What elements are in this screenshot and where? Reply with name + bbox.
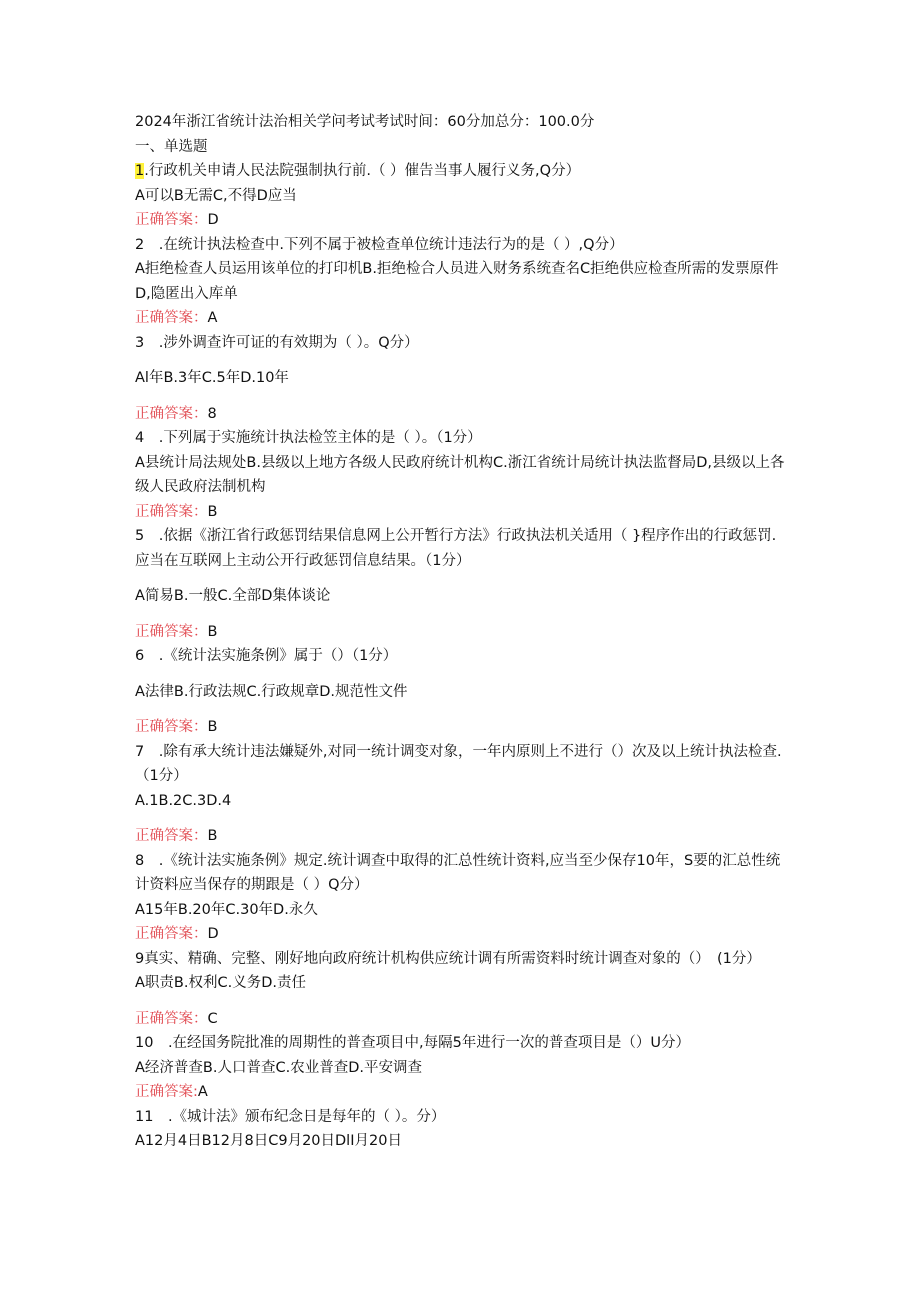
question-11 [135,1105,790,1154]
highlight-mark: 1 [135,163,145,179]
question-3 [135,331,790,427]
answer-label: 正确答案： [135,503,208,520]
question-options: A12月4日B12月8日C9月20日DlI月20日 [135,1133,402,1149]
question-options: A15年B.20年C.30年D.永久 [135,901,318,918]
question-4 [135,426,790,524]
question-2 [135,233,790,331]
document-page [135,110,790,1154]
document-title: 2024年浙江省统计法治相关学问考试考试时间：60分加总分：100.0分 [135,114,595,130]
answer-label: 正确答案： [135,310,208,326]
question-text: 2 .在统计执法检查中.下列不属于被检查单位统计违法行为的是（ ）,Q分） [135,236,624,253]
answer-line [135,922,790,947]
answer-value: D [207,926,219,942]
answer-line [135,620,790,645]
answer-value: B [207,828,218,844]
answer-value: B [207,503,218,520]
answer-line [135,402,790,427]
question-5 [135,524,790,644]
question-text: 3 .涉外调查许可证的有效期为（ ）。Q分） [135,334,419,351]
question-text: 7 .除有承大统计违法嫌疑外,对同一统计调变对象，一年内原则上不进行（）次及以上统计执法检查.（1分） [135,743,782,784]
question-options: A.1B.2C.3D.4 [135,792,232,809]
question-1 [135,159,790,233]
answer-value: A [197,1084,208,1100]
question-options: A法律B.行政法规C.行政规章D.规范性文件 [135,683,408,700]
question-options: A拒绝检查人员运用该单位的打印机B.拒绝检合人员进入财务系统查名C拒绝供应检查所需的发票原件D,隐匿出入库单 [135,261,779,302]
answer-label: 正确答案： [135,926,208,942]
question-7 [135,740,790,849]
answer-label: 正确答案： [135,623,208,640]
answer-line [135,1007,790,1032]
answer-line [135,824,790,849]
question-8 [135,849,790,947]
answer-label: 正确答案： [135,1010,208,1027]
answer-line [135,1080,790,1105]
question-stem: .行政机关申请人民法院强制执行前.（ ）催告当事人履行义务,Q分） [144,163,581,179]
question-options: A县统计局法规处B.县级以上地方各级人民政府统计机构C.浙江省统计局统计执法监督局D,县级以上各级人民政府法制机构 [135,454,785,495]
answer-value: D [207,212,219,228]
question-text: 11 .《城计法》颁布纪念日是每年的（ ）。分） [135,1108,446,1125]
answer-value: A [207,310,218,326]
answer-line [135,715,790,740]
question-6 [135,644,790,740]
answer-value: B [207,623,218,640]
question-text: 6 .《统计法实施条例》属于（）（1分） [135,648,398,664]
answer-label: 正确答案: [135,1084,198,1100]
question-text [135,159,790,184]
question-options: A简易B.一般C.全部D集体谈论 [135,588,331,604]
answer-line [135,500,790,525]
section-heading: 一、单选题 [135,138,208,155]
answer-label: 正确答案： [135,405,208,422]
answer-label: 正确答案： [135,212,208,228]
question-text: 5 .依据《浙江省行政惩罚结果信息网上公开暂行方法》行政执法机关适用（ }程序作出的行政惩罚.应当在互联网上主动公开行政惩罚信息结果。（1分） [135,528,777,569]
answer-value: C [207,1010,218,1027]
question-9 [135,947,790,1032]
answer-label: 正确答案： [135,828,208,844]
question-text: 8 .《统计法实施条例》规定.统计调查中取得的汇总性统计资料,应当至少保存10年，S要的汇总性统计资料应当保存的期跟是（ ）Q分） [135,852,781,893]
question-10 [135,1031,790,1105]
answer-line [135,306,790,331]
question-text: 4 .下列属于实施统计执法检笠主体的是（ ）。（1分） [135,430,482,446]
answer-label: 正确答案： [135,719,208,735]
question-text: 10 .在经国务院批准的周期性的普查项目中,每隔5年进行一次的普查项目是（）U分） [135,1035,691,1051]
question-options: A可以B无需C,不得D应当 [135,187,297,204]
question-text: 9真实、精确、完整、刚好地向政府统计机构供应统计调有所需资料时统计调查对象的（） (1分） [135,950,761,967]
question-options: A职责B.权利C.义务D.责任 [135,975,306,991]
answer-value: B [207,719,218,735]
answer-value: 8 [207,405,217,422]
question-options: A经济普查B.人口普查C.农业普查D.平安调查 [135,1059,422,1076]
answer-line [135,208,790,233]
question-options: Al年B.3年C.5年D.10年 [135,370,289,386]
